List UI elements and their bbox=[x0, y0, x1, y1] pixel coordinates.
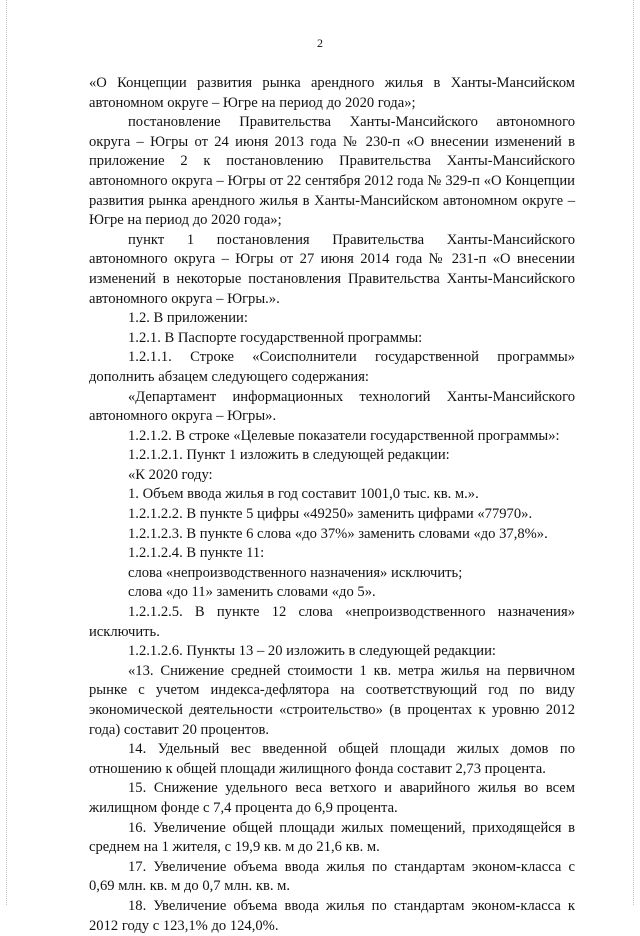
paragraph-resolution-230p: постановление Правительства Ханты-Мансийского автономного округа – Югры от 24 июня 2013 года № 230-п «О внесении изменений в приложение 2 к постановлению Правительства Ханты-Мансийского автономного округа – Югры от 22 сентября 2012 года № 329-п «О Концепции развития рынка арендного жилья в Ханты-Мансийском автономном округе – Югре на период до 2020 года»; bbox=[89, 114, 575, 229]
paragraph-item-17: 17. Увеличение объема ввода жилья по стандартам эконом-класса с 0,69 млн. кв. м до 0,7 млн. кв. м. bbox=[89, 858, 575, 895]
paragraph-item-18: 18. Увеличение объема ввода жилья по стандартам эконом-класса к 2012 году с 123,1% до 124,0%. bbox=[89, 897, 575, 934]
paragraph-item-16: 16. Увеличение общей площади жилых помещений, приходящейся в среднем на 1 жителя, с 19,9 кв. м до 21,6 кв. м. bbox=[89, 819, 575, 856]
paragraph-1-2-1-2-1: 1.2.1.2.1. Пункт 1 изложить в следующей редакции: bbox=[128, 447, 450, 464]
paragraph-words-exclude: слова «непроизводственного назначения» исключить; bbox=[128, 564, 463, 581]
paragraph-1-2-1-2-6: 1.2.1.2.6. Пункты 13 – 20 изложить в следующей редакции: bbox=[128, 643, 496, 660]
paragraph-1-2: 1.2. В приложении: bbox=[128, 310, 248, 327]
paragraph-by-2020: «К 2020 году: bbox=[128, 466, 213, 483]
paragraph-1-2-1-2-2: 1.2.1.2.2. В пункте 5 цифры «49250» заменить цифрами «77970». bbox=[128, 506, 533, 523]
paragraph-1-2-1-1: 1.2.1.1. Строке «Соисполнители государственной программы» дополнить абзацем следующего содержания: bbox=[89, 349, 575, 385]
paragraph-1-2-1: 1.2.1. В Паспорте государственной программы: bbox=[128, 329, 423, 346]
document-body bbox=[89, 74, 575, 936]
paragraph-concept-title: «О Концепции развития рынка арендного жилья в Ханты-Мансийском автономном округе – Югре на период до 2020 года»; bbox=[89, 75, 575, 111]
paragraph-1-2-1-2-3: 1.2.1.2.3. В пункте 6 слова «до 37%» заменить словами «до 37,8%». bbox=[128, 525, 548, 542]
paragraph-department-it: «Департамент информационных технологий Ханты-Мансийского автономного округа – Югры». bbox=[89, 388, 575, 425]
right-edge-divider bbox=[633, 0, 634, 905]
paragraph-item-1: 1. Объем ввода жилья в год составит 1001,0 тыс. кв. м.». bbox=[128, 486, 479, 503]
page-number: 2 bbox=[317, 36, 323, 50]
paragraph-words-replace: слова «до 11» заменить словами «до 5». bbox=[128, 584, 376, 601]
paragraph-1-2-1-2-5: 1.2.1.2.5. В пункте 12 слова «непроизводственного назначения» исключить. bbox=[89, 604, 575, 640]
paragraph-1-2-1-2-4: 1.2.1.2.4. В пункте 11: bbox=[128, 545, 265, 562]
paragraph-resolution-231p: пункт 1 постановления Правительства Ханты-Мансийского автономного округа – Югры от 27 июня 2014 года № 231-п «О внесении изменений в некоторые постановления Правительства Ханты-Мансийского автономного округа – Югры.». bbox=[89, 231, 575, 307]
paragraph-item-13: «13. Снижение средней стоимости 1 кв. метра жилья на первичном рынке с учетом индекса-дефлятора на соответствующий год по виду экономической деятельности «строительство» (в процентах к уровню 2012 года) составит 20 процентов. bbox=[89, 662, 575, 738]
paragraph-item-14: 14. Удельный вес введенной общей площади жилых домов по отношению к общей площади жилищного фонда составит 2,73 процента. bbox=[89, 741, 575, 777]
left-edge-divider bbox=[6, 0, 7, 905]
paragraph-item-15: 15. Снижение удельного веса ветхого и аварийного жилья во всем жилищном фонде с 7,4 процента до 6,9 процента. bbox=[89, 780, 575, 816]
paragraph-1-2-1-2: 1.2.1.2. В строке «Целевые показатели государственной программы»: bbox=[128, 427, 560, 444]
